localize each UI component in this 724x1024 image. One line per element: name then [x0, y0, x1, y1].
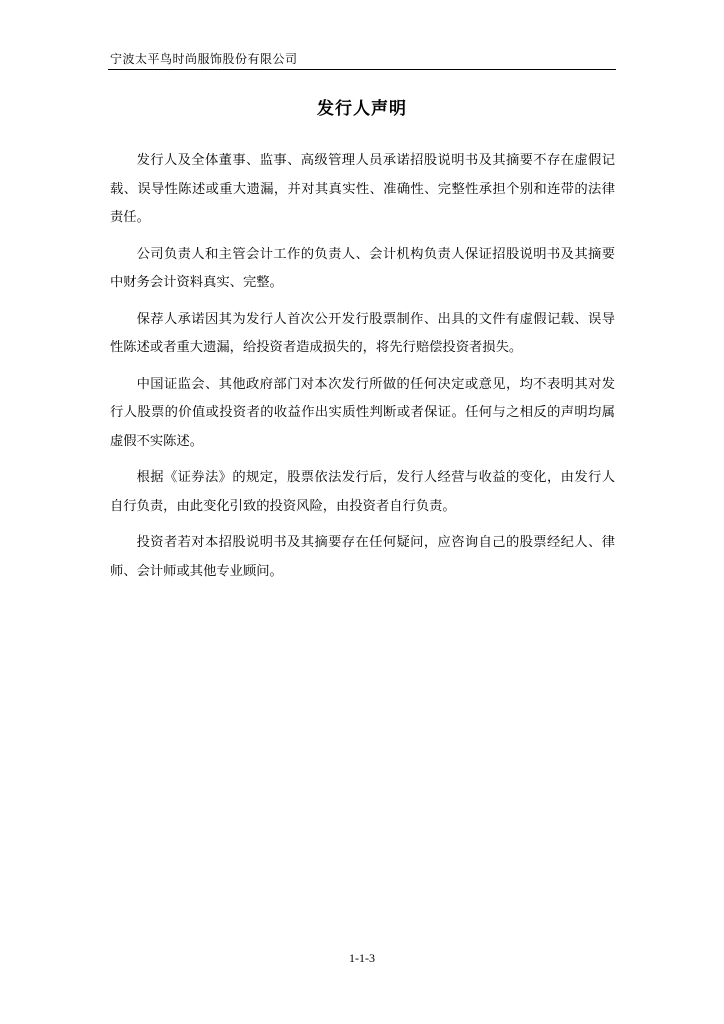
page-number: 1-1-3 [349, 951, 375, 965]
header-divider [108, 69, 616, 70]
paragraph-investment-risk: 根据《证券法》的规定，股票依法发行后，发行人经营与收益的变化，由发行人自行负责，由此变化引致的投资风险，由投资者自行负责。 [110, 470, 615, 514]
paragraph-financial-accuracy: 公司负责人和主管会计工作的负责人、会计机构负责人保证招股说明书及其摘要中财务会计资料真实、完整。 [110, 246, 615, 290]
header-company-name: 宁波太平鸟时尚服饰股份有限公司 [110, 52, 298, 66]
declaration-body [110, 147, 615, 594]
paragraph-issuer-commitment: 发行人及全体董事、监事、高级管理人员承诺招股说明书及其摘要不存在虚假记载、误导性陈述或重大遗漏，并对其真实性、准确性、完整性承担个别和连带的法律责任。 [110, 153, 615, 225]
paragraph-sponsor-commitment: 保荐人承诺因其为发行人首次公开发行股票制作、出具的文件有虚假记载、误导性陈述或者重大遗漏，给投资者造成损失的，将先行赔偿投资者损失。 [110, 311, 615, 355]
paragraph-investor-advice: 投资者若对本招股说明书及其摘要存在任何疑问，应咨询自己的股票经纪人、律师、会计师或其他专业顾问。 [110, 535, 615, 579]
paragraph-csrc-disclaimer: 中国证监会、其他政府部门对本次发行所做的任何决定或意见，均不表明其对发行人股票的价值或投资者的收益作出实质性判断或者保证。任何与之相反的声明均属虚假不实陈述。 [110, 376, 615, 449]
page-title: 发行人声明 [317, 99, 407, 119]
